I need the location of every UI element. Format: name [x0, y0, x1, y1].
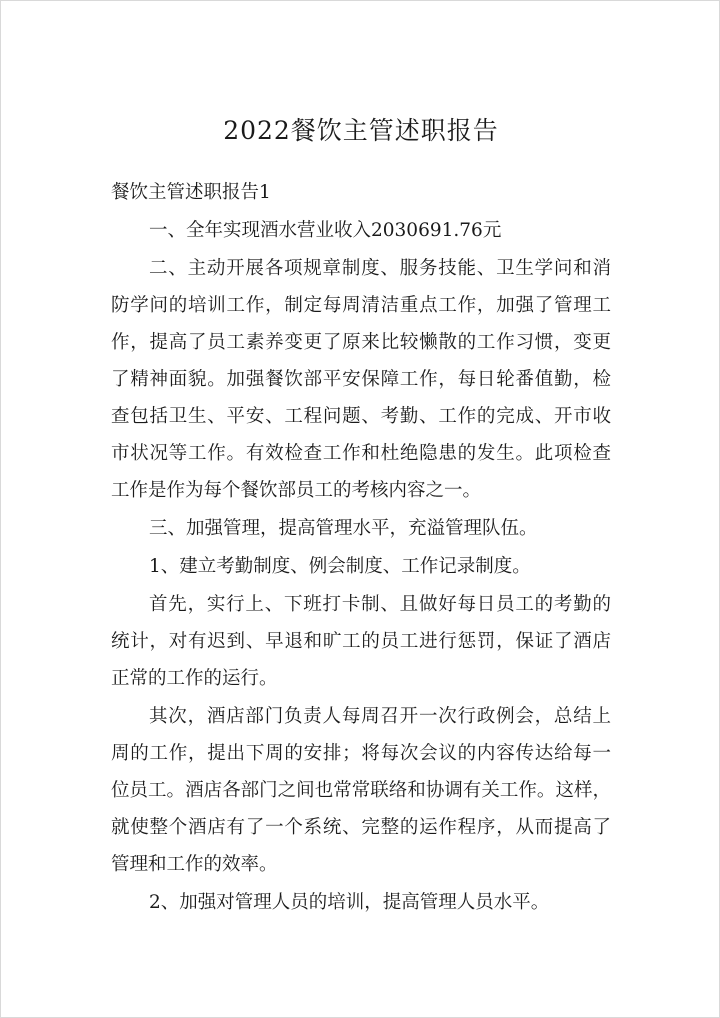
- document-title: 2022餐饮主管述职报告: [223, 116, 499, 145]
- paragraph-line: 市状况等工作。有效检查工作和杜绝隐患的发生。此项检查: [111, 443, 611, 464]
- paragraph-line: 周的工作，提出下周的安排；将每次会议的内容传达给每一: [111, 743, 611, 764]
- paragraph-line: 正常的工作的运行。: [111, 668, 278, 689]
- section-heading: 餐饮主管述职报告1: [111, 182, 271, 203]
- paragraph-line: 查包括卫生、平安、工程问题、考勤、工作的完成、开市收: [111, 406, 611, 427]
- paragraph-line: 2、加强对管理人员的培训，提高管理人员水平。: [149, 892, 550, 913]
- paragraph-line: 工作是作为每个餐饮部员工的考核内容之一。: [111, 480, 482, 501]
- paragraph-line: 二、主动开展各项规章制度、服务技能、卫生学问和消: [149, 258, 611, 279]
- paragraph-line: 管理和工作的效率。: [111, 854, 278, 875]
- paragraph-line: 了精神面貌。加强餐饮部平安保障工作，每日轮番值勤，检: [111, 369, 611, 390]
- paragraph-line: 三、加强管理，提高管理水平，充溢管理队伍。: [149, 518, 538, 539]
- paragraph-line: 统计，对有迟到、早退和旷工的员工进行惩罚，保证了酒店: [111, 631, 611, 652]
- paragraph-line: 首先，实行上、下班打卡制、且做好每日员工的考勤的: [149, 594, 611, 615]
- paragraph-line: 作，提高了员工素养变更了原来比较懒散的工作习惯，变更: [111, 332, 611, 353]
- paragraph-line: 就使整个酒店有了一个系统、完整的运作程序，从而提高了: [111, 817, 611, 838]
- paragraph-line: 1、建立考勤制度、例会制度、工作记录制度。: [149, 556, 531, 577]
- paragraph-line: 防学问的培训工作，制定每周清洁重点工作，加强了管理工: [111, 295, 611, 316]
- paragraph-line: 其次，酒店部门负责人每周召开一次行政例会，总结上: [149, 706, 611, 727]
- paragraph-line: 一、全年实现酒水营业收入2030691.76元: [149, 220, 502, 241]
- paragraph-line: 位员工。酒店各部门之间也常常联络和协调有关工作。这样，: [111, 780, 611, 801]
